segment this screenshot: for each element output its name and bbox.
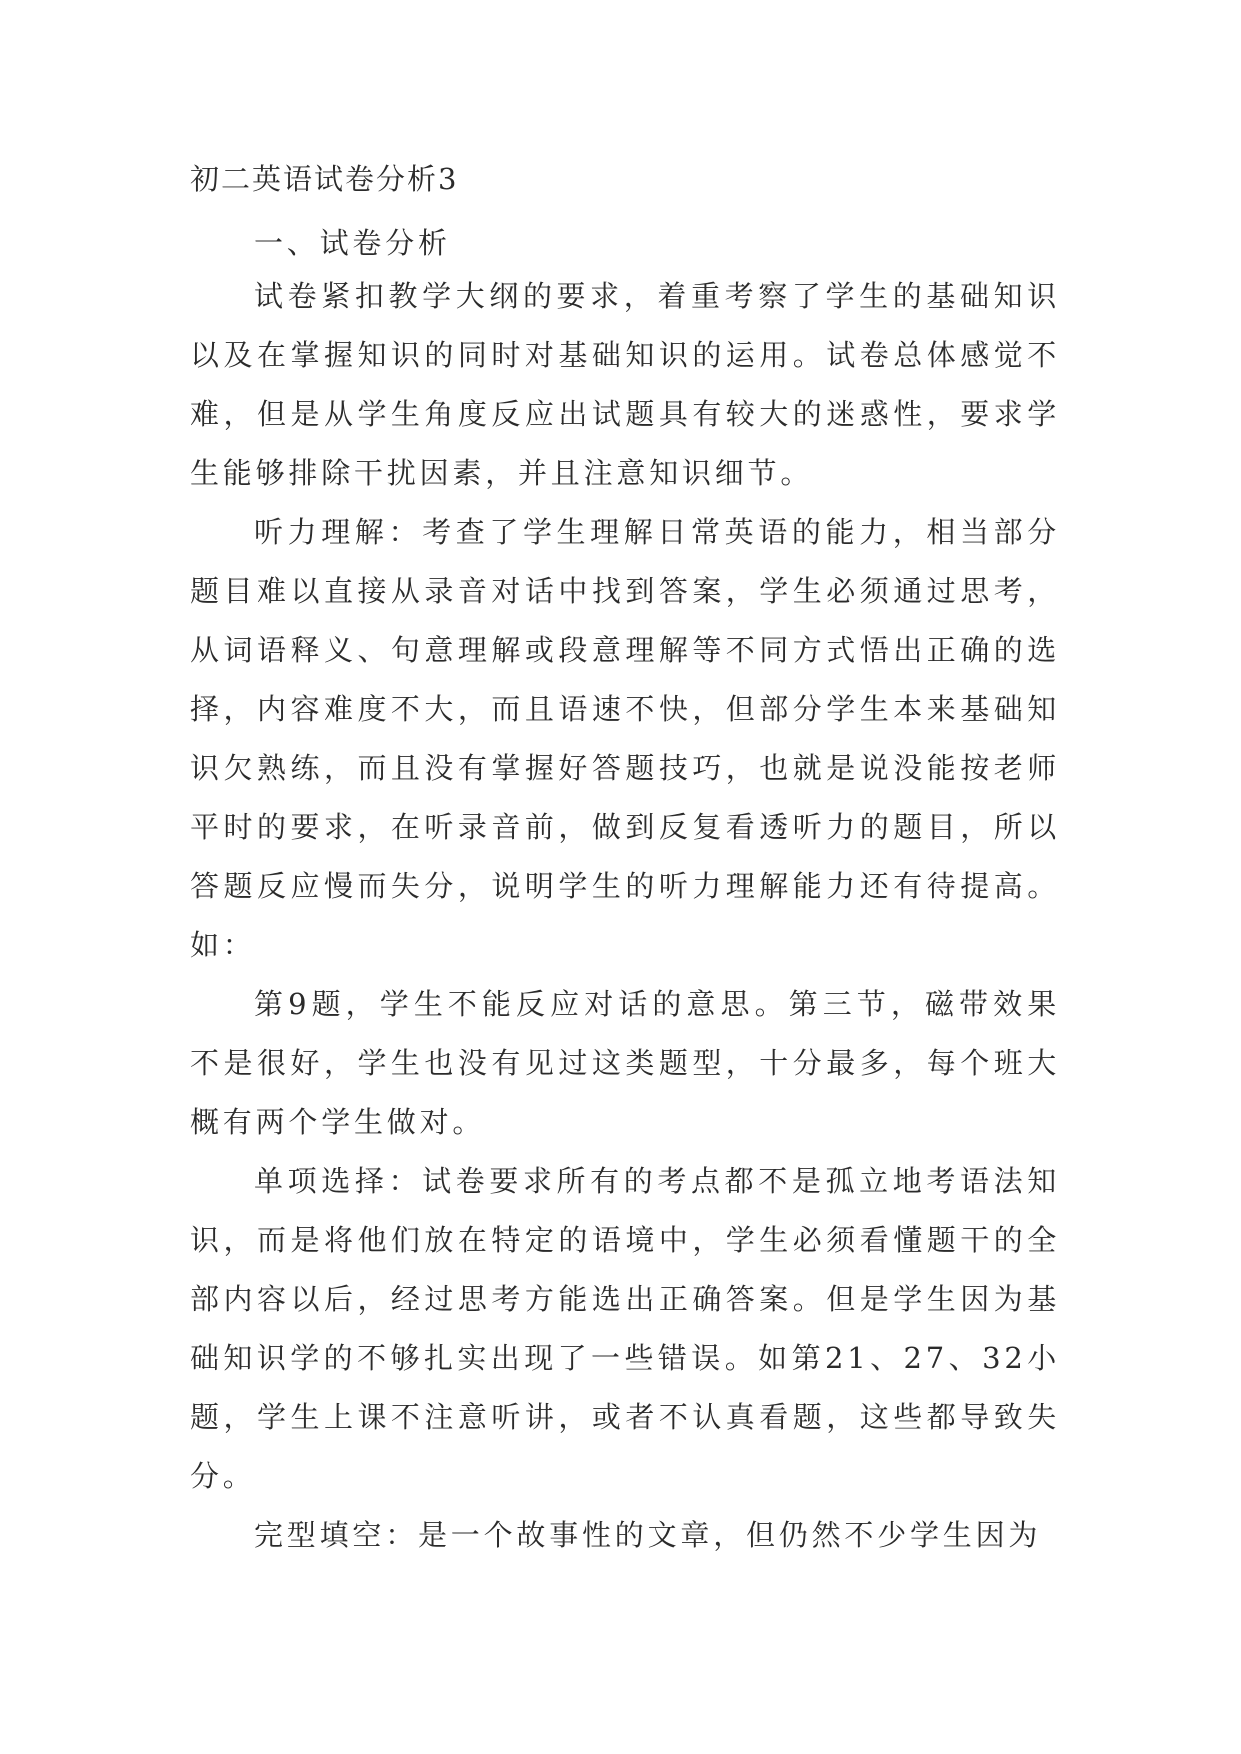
- document-body: [190, 162, 1060, 1565]
- paragraph-question-9: 第9题，学生不能反应对话的意思。第三节，磁带效果不是很好，学生也没有见过这类题型，十分最多，每个班大概有两个学生做对。: [190, 987, 1060, 1139]
- paragraph-overview: 试卷紧扣教学大纲的要求，着重考察了学生的基础知识以及在掌握知识的同时对基础知识的运用。试卷总体感觉不难，但是从学生角度反应出试题具有较大的迷惑性，要求学生能够排除干扰因素，并且注意知识细节。: [190, 279, 1060, 490]
- paragraph-listening: 听力理解：考查了学生理解日常英语的能力，相当部分题目难以直接从录音对话中找到答案，学生必须通过思考，从词语释义、句意理解或段意理解等不同方式悟出正确的选择，内容难度不大，而且语速不快，但部分学生本来基础知识欠熟练，而且没有掌握好答题技巧，也就是说没能按老师平时的要求，在听录音前，做到反复看透听力的题目，所以答题反应慢而失分，说明学生的听力理解能力还有待提高。如：: [190, 515, 1060, 962]
- paragraph-cloze: 完型填空：是一个故事性的文章，但仍然不少学生因为: [254, 1518, 1042, 1552]
- document-title: 初二英语试卷分析3: [190, 162, 459, 196]
- paragraph-single-choice: 单项选择：试卷要求所有的考点都不是孤立地考语法知识，而是将他们放在特定的语境中，学生必须看懂题干的全部内容以后，经过思考方能选出正确答案。但是学生因为基础知识学的不够扎实出现了一些错误。如第21、27、32小题，学生上课不注意听讲，或者不认真看题，这些都导致失分。: [190, 1164, 1060, 1493]
- section-heading: 一、试卷分析: [254, 226, 451, 260]
